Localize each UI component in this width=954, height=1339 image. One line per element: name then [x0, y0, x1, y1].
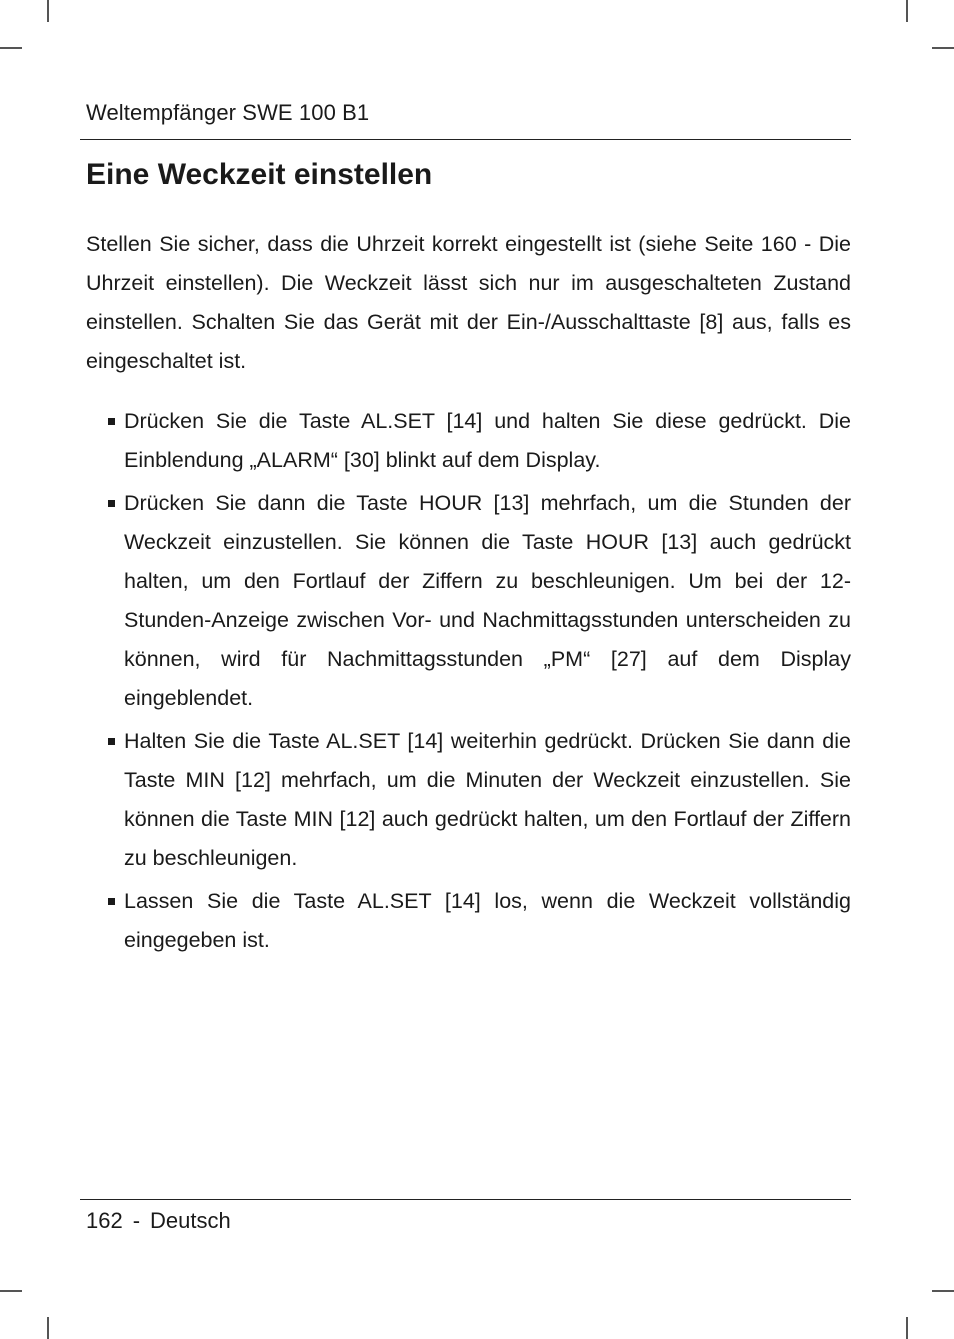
- crop-mark-top-left: [47, 0, 49, 22]
- square-bullet-icon: [108, 738, 115, 745]
- crop-mark-top-right: [906, 0, 908, 22]
- crop-mark-right-bottom: [932, 1290, 954, 1292]
- square-bullet-icon: [108, 418, 115, 425]
- square-bullet-icon: [108, 898, 115, 905]
- step-text: Lassen Sie die Taste AL.SET [14] los, wenn die Weckzeit vollständig eingegeben ist.: [124, 889, 851, 952]
- intro-paragraph: Stellen Sie sicher, dass die Uhrzeit korrekt eingestellt ist (siehe Seite 160 - Die Uhrzeit einstellen). Die Weckzeit lässt sich nur im ausgeschalteten Zustand einstellen. Schalten Sie das Gerät mit der Ein-/Ausschalttaste [8] aus, falls es eingeschaltet ist.: [86, 232, 851, 373]
- footer-separator: -: [132, 1208, 141, 1233]
- crop-mark-left-bottom: [0, 1290, 22, 1292]
- list-item: [86, 722, 851, 878]
- section-title: Eine Weckzeit einstellen: [86, 158, 433, 191]
- crop-mark-bottom-right: [906, 1317, 908, 1339]
- instruction-list: [86, 402, 851, 960]
- step-text: Drücken Sie dann die Taste HOUR [13] mehrfach, um die Stunden der Weckzeit einzustellen. Sie können die Taste HOUR [13] auch gedrückt halten, um den Fortlauf der Ziffern zu beschleunigen. Um bei der 12-Stunden-Anzeige zwischen Vor- und Nachmittagsstunden unterscheiden zu können, wird für Nachmittagsstunden „PM“ [27] auf dem Display eingeblendet.: [124, 491, 851, 710]
- step-text: Drücken Sie die Taste AL.SET [14] und halten Sie diese gedrückt. Die Einblendung „ALARM“ [30] blinkt auf dem Display.: [124, 409, 851, 472]
- square-bullet-icon: [108, 500, 115, 507]
- header-rule: [80, 139, 851, 140]
- list-item: [86, 882, 851, 960]
- footer-language: Deutsch: [150, 1208, 231, 1233]
- crop-mark-right-top: [932, 47, 954, 49]
- running-header: Weltempfänger SWE 100 B1: [86, 100, 370, 125]
- crop-mark-bottom-left: [47, 1317, 49, 1339]
- step-text: Halten Sie die Taste AL.SET [14] weiterhin gedrückt. Drücken Sie dann die Taste MIN [12] mehrfach, um die Minuten der Weckzeit einzustellen. Sie können die Taste MIN [12] auch gedrückt halten, um den Fortlauf der Ziffern zu beschleunigen.: [124, 729, 851, 870]
- page-number: 162: [86, 1208, 123, 1233]
- section-body: [86, 225, 851, 964]
- list-item: [86, 484, 851, 718]
- footer-rule: [80, 1199, 851, 1200]
- list-item: [86, 402, 851, 480]
- crop-mark-left-top: [0, 47, 22, 49]
- page-footer: [86, 1208, 231, 1234]
